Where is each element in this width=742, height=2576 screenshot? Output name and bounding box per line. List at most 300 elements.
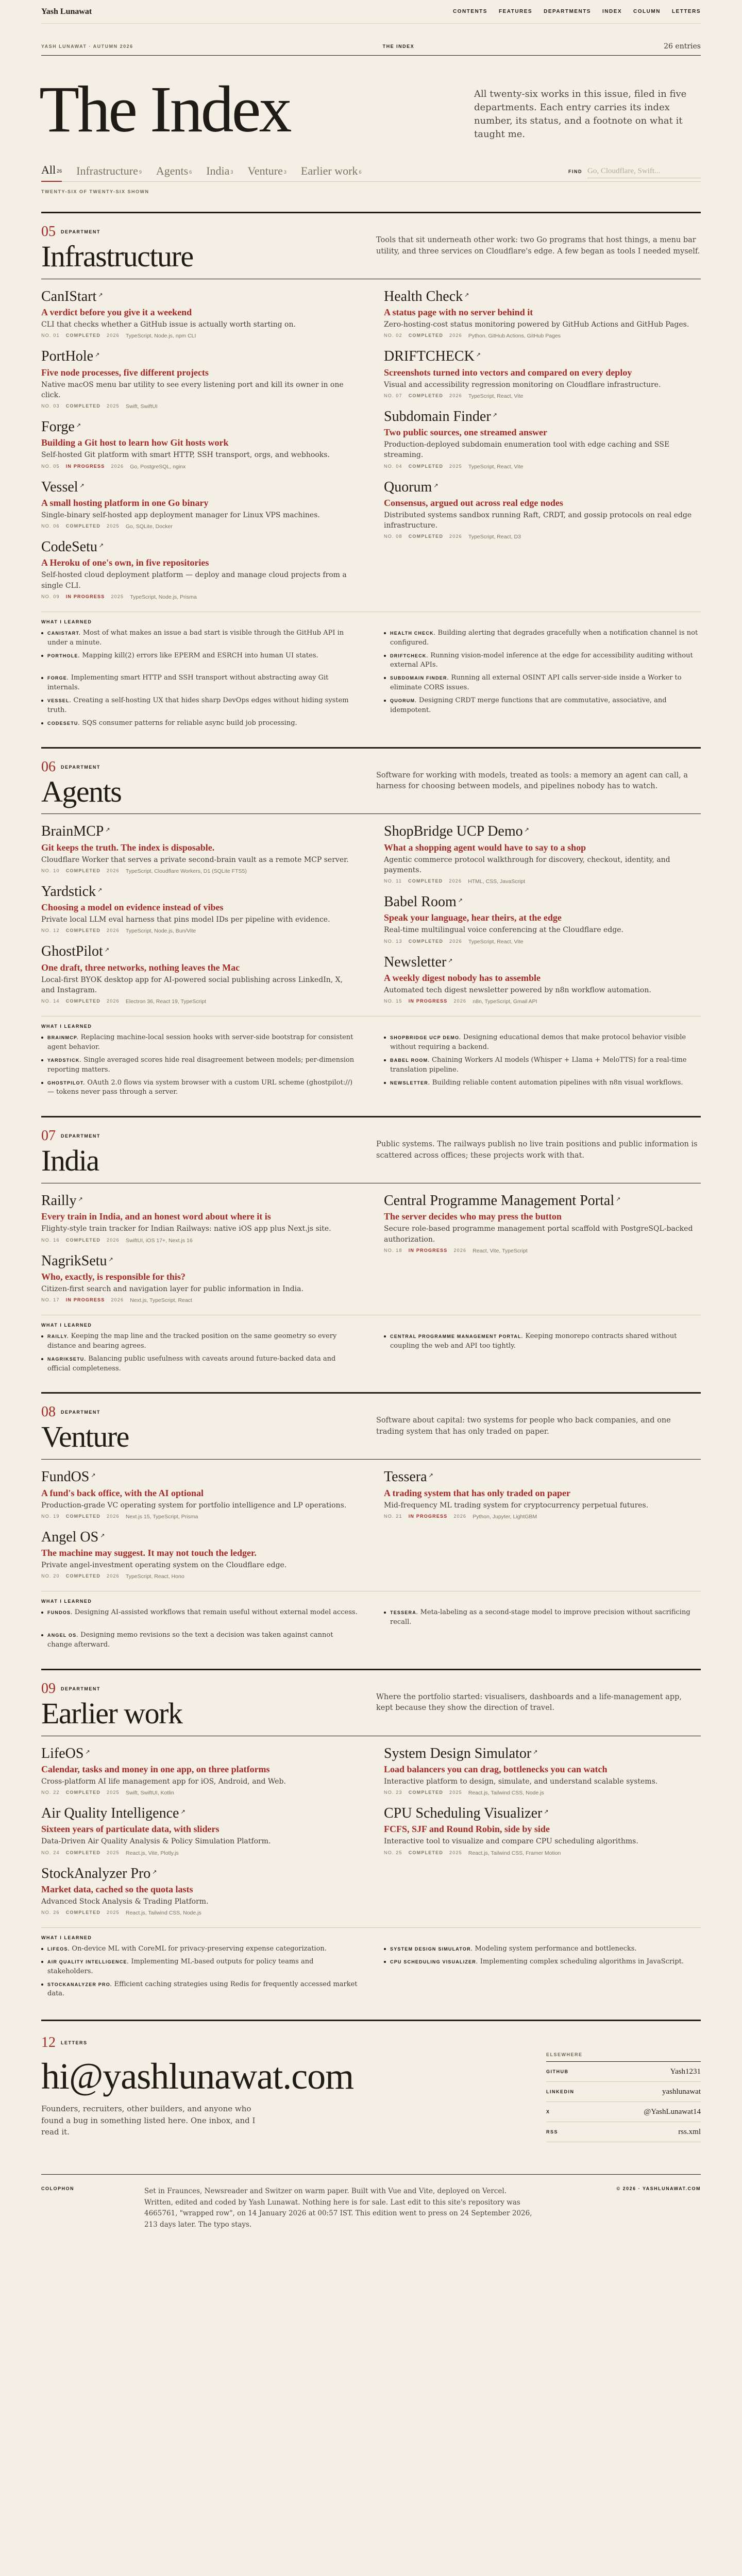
entry-number: NO. 09: [41, 594, 60, 599]
entry-tagline: FCFS, SJF and Round Robin, side by side: [384, 1824, 550, 1835]
entry-card: [41, 419, 358, 479]
entry-title[interactable]: FundOS: [41, 1469, 90, 1485]
learned-text: Efficient caching strategies using Redis for frequently accessed market data.: [47, 1980, 358, 1998]
bullet-icon: [41, 655, 43, 657]
entry-number: NO. 17: [41, 1297, 60, 1303]
arrow-up-right-icon: ↗: [433, 482, 439, 489]
entry-column-left: [41, 289, 358, 609]
entry-stack: Python, Jupyter, LightGBM: [473, 1513, 537, 1520]
bullet-icon: [41, 1037, 43, 1039]
top-nav: [453, 9, 701, 14]
learned-text-wrap: [390, 1944, 637, 1954]
entry-title-row[interactable]: [41, 1805, 358, 1822]
tab-all[interactable]: [41, 163, 62, 182]
learned-item: [384, 1944, 701, 1954]
tab-venture[interactable]: [247, 164, 286, 182]
entry-title-row[interactable]: [384, 823, 701, 840]
entry-title[interactable]: Quorum: [384, 479, 432, 495]
entry-year: 2026: [449, 333, 462, 338]
bullet-icon: [384, 677, 386, 679]
bullet-icon: [41, 1082, 43, 1084]
learned-text-wrap: [390, 629, 701, 648]
tab-infrastructure[interactable]: [76, 164, 142, 182]
entry-tagline: A small hosting platform in one Go binary: [41, 497, 209, 508]
bullet-icon: [41, 722, 43, 724]
status-badge: COMPLETED: [408, 1790, 444, 1795]
department-section: [41, 1669, 701, 2003]
entry-stack: TypeScript, Node.js, npm CLI: [125, 333, 196, 340]
entry-tagline: Market data, cached so the quota lasts: [41, 1884, 193, 1894]
find-box: [568, 165, 701, 178]
entry-stack: TypeScript, Node.js, Bun/Vite: [125, 928, 196, 935]
entry-description: Native macOS menu bar utility to see every listening port and kill its owner in one click.: [41, 380, 344, 399]
entry-title-row[interactable]: [41, 1745, 358, 1762]
status-badge: COMPLETED: [65, 1513, 101, 1519]
entry-meta: [384, 939, 701, 945]
arrow-up-right-icon: ↗: [98, 543, 104, 549]
entry-card: [384, 1745, 701, 1805]
entry-card: [384, 289, 701, 348]
entry-year: 2026: [453, 1247, 467, 1253]
entry-meta: [384, 534, 701, 540]
entry-card: [41, 943, 358, 1014]
entry-title-row[interactable]: [384, 894, 701, 910]
arrow-up-right-icon: ↗: [104, 947, 110, 954]
link-value[interactable]: @YashLunawat14: [644, 2107, 701, 2116]
entry-meta: [384, 393, 701, 399]
section-index: 05: [41, 224, 56, 240]
entry-stack: Electron 36, React 19, TypeScript: [125, 998, 207, 1005]
footer: [41, 2174, 701, 2236]
link-rss[interactable]: [546, 2122, 701, 2142]
entry-title-row[interactable]: [384, 409, 701, 425]
entry-title-row[interactable]: [41, 348, 358, 365]
entry-year: 2026: [111, 1297, 124, 1303]
learned-text: Modeling system performance and bottlenecks.: [475, 1945, 637, 1953]
learned-text-wrap: [390, 696, 701, 716]
arrow-up-right-icon: ↗: [100, 1532, 105, 1539]
nav-link-contents[interactable]: CONTENTS: [452, 9, 487, 14]
entry-title[interactable]: Central Programme Management Portal: [384, 1193, 615, 1209]
section-description: Where the portfolio started: visualisers, dashboards and a life-management app, kept because they show the direction of travel.: [376, 1692, 682, 1713]
link-linkedin[interactable]: [546, 2082, 701, 2102]
entry-meta: [384, 1248, 701, 1254]
entry-description: Private angel-investment operating system on the Cloudflare edge.: [41, 1561, 287, 1569]
entry-number: NO. 20: [41, 1573, 60, 1579]
learned-text: Implementing ML-based outputs for policy teams and stakeholders.: [47, 1957, 314, 1975]
entry-year: 2026: [107, 1237, 120, 1243]
arrow-up-right-icon: ↗: [85, 1749, 90, 1755]
link-value[interactable]: rss.xml: [678, 2127, 701, 2136]
learned-text-wrap: [47, 1056, 358, 1075]
bullet-icon: [41, 632, 43, 634]
entry-title-row[interactable]: [384, 479, 701, 496]
arrow-up-right-icon: ↗: [458, 897, 463, 904]
entry-description: Production-deployed subdomain enumeration tool with edge caching and SSE streaming.: [384, 440, 670, 460]
elsewhere-heading: ELSEWHERE: [546, 2052, 701, 2062]
learned-item: [384, 1056, 701, 1075]
tab-count: 6: [189, 169, 192, 175]
learned-text-wrap: [47, 1033, 358, 1053]
nav-link-column[interactable]: COLUMN: [633, 9, 661, 14]
entry-title-row[interactable]: [41, 943, 358, 960]
entry-year: 2025: [107, 403, 120, 409]
entry-title-row[interactable]: [41, 479, 358, 496]
entry-card: [41, 823, 358, 883]
learned-text: Single averaged scores hide real disagreement between models; per-dimension reporting matters.: [47, 1056, 355, 1074]
nav-link-letters[interactable]: LETTERS: [671, 9, 701, 14]
entry-meta: [384, 1850, 701, 1856]
section-rule: [41, 1459, 701, 1460]
learned-item: [41, 1957, 358, 1977]
entry-title[interactable]: Forge: [41, 419, 75, 435]
entry-grid: [41, 823, 701, 1014]
entry-title-row[interactable]: [41, 884, 358, 900]
entry-stack: React, Vite, TypeScript: [473, 1247, 528, 1254]
tab-count: 26: [57, 168, 62, 174]
entry-title[interactable]: Babel Room: [384, 894, 457, 910]
entry-column-right: [384, 1469, 701, 1589]
learned-project: SHOPBRIDGE UCP DEMO.: [390, 1035, 461, 1041]
bullet-icon: [384, 700, 386, 702]
tab-label: Earlier work: [300, 164, 358, 177]
entry-number: NO. 22: [41, 1790, 60, 1795]
learned-project: TESSERA.: [390, 1610, 418, 1616]
arrow-up-right-icon: ↗: [544, 1809, 549, 1816]
bullet-icon: [384, 1948, 386, 1950]
entry-title[interactable]: Subdomain Finder: [384, 408, 491, 425]
entry-card: [41, 1193, 358, 1252]
entry-title[interactable]: NagrikSetu: [41, 1252, 107, 1269]
entry-year: 2026: [107, 333, 120, 338]
link-value[interactable]: Yash1231: [670, 2067, 701, 2076]
entry-number: NO. 23: [384, 1790, 402, 1795]
learned-text: Designing AI-assisted workflows that remain useful without external model access.: [74, 1608, 358, 1617]
entry-description: Interactive tool to visualize and compare CPU scheduling algorithms.: [384, 1837, 638, 1846]
copyright: © 2026 · YASHLUNAWAT.COM: [616, 2186, 701, 2192]
entry-description: Mid-frequency ML trading system for cryptocurrency perpetual futures.: [384, 1501, 649, 1510]
nav-link-index[interactable]: INDEX: [602, 9, 622, 14]
contact-note: Founders, recruiters, other builders, and anyone who found a bug in something listed here. One inbox, and I read it.: [41, 2104, 256, 2137]
entry-description: Self-hosted Git platform with smart HTTP, SSH transport, orgs, and webhooks.: [41, 451, 330, 460]
entry-stack: React.js, Tailwind CSS, Node.js: [468, 1790, 544, 1797]
entry-year: 2025: [449, 1850, 462, 1855]
entry-number: NO. 13: [384, 938, 402, 944]
learned-text-wrap: [47, 1078, 358, 1098]
entry-year: 2026: [449, 393, 462, 398]
entry-grid: [41, 1469, 701, 1589]
section-description: Tools that sit underneath other work: two Go programs that host things, a menu bar utility, and three services on Cloudflare's edge. A few began as tools I needed myself.: [376, 236, 700, 256]
entry-card: [384, 479, 701, 550]
entry-year: 2026: [107, 998, 120, 1004]
entry-title[interactable]: BrainMCP: [41, 823, 104, 840]
entry-title-row[interactable]: [41, 823, 358, 840]
link-github[interactable]: [546, 2062, 701, 2082]
tab-label: India: [206, 164, 230, 177]
entry-tagline: Five node processes, five different projects: [41, 367, 209, 378]
tab-label: Agents: [156, 164, 189, 177]
entry-title-row[interactable]: [384, 1805, 701, 1822]
entry-title-row[interactable]: [41, 539, 358, 555]
department-label: DEPARTMENT: [61, 229, 100, 234]
entry-description: Automated tech digest newsletter powered by n8n workflow automation.: [384, 986, 651, 994]
entry-stack: TypeScript, Cloudflare Workers, D1 (SQLite FTS5): [125, 868, 247, 874]
learned-project: FUNDOS.: [47, 1610, 73, 1616]
entry-title[interactable]: Angel OS: [41, 1529, 99, 1545]
entry-tagline: Building a Git host to learn how Git hosts work: [41, 437, 229, 448]
bullet-icon: [384, 655, 386, 657]
entry-title[interactable]: StockAnalyzer Pro: [41, 1865, 151, 1882]
nav-link-departments[interactable]: DEPARTMENTS: [544, 9, 591, 14]
entry-title[interactable]: LifeOS: [41, 1745, 84, 1761]
entry-number: NO. 07: [384, 393, 402, 398]
learned-item: [41, 1980, 358, 1999]
entry-stack: TypeScript, React, Vite: [468, 463, 524, 470]
arrow-up-right-icon: ↗: [95, 352, 100, 359]
entry-number: NO. 10: [41, 868, 60, 873]
bullet-icon: [41, 677, 43, 679]
entry-title[interactable]: System Design Simulator: [384, 1745, 532, 1761]
entry-number: NO. 21: [384, 1513, 402, 1519]
section-heading: [41, 1404, 129, 1453]
department-label: DEPARTMENT: [61, 1133, 100, 1139]
learned-project: HEALTH CHECK.: [390, 630, 436, 636]
entry-description: Distributed systems sandbox running Raft, CRDT, and gossip protocols on real edge infrastructure.: [384, 511, 692, 530]
learned-text-wrap: [47, 1980, 358, 1999]
entry-card: [41, 348, 358, 419]
section-heading: [41, 224, 193, 273]
learned-project: GHOSTPILOT.: [47, 1080, 86, 1086]
learned-item: [384, 673, 701, 693]
entry-number: NO. 26: [41, 1910, 60, 1916]
entry-number: NO. 05: [41, 463, 60, 469]
search-input[interactable]: [587, 165, 701, 178]
entry-tagline: A verdict before you give it a weekend: [41, 307, 192, 318]
nav-link-features[interactable]: FEATURES: [498, 9, 533, 14]
entry-title-row[interactable]: [384, 348, 701, 365]
entry-description: Private local LLM eval harness that pins model IDs per pipeline with evidence.: [41, 916, 330, 924]
entry-title-row[interactable]: [41, 1529, 358, 1546]
entry-title[interactable]: DRIFTCHECK: [384, 348, 475, 365]
status-badge: COMPLETED: [65, 333, 101, 338]
learned-item: [384, 651, 701, 671]
colophon-label: COLOPHON: [41, 2186, 75, 2192]
entry-stack: SwiftUI, iOS 17+, Next.js 16: [125, 1237, 193, 1244]
entry-title-row[interactable]: [41, 1253, 358, 1269]
learned-item: [41, 1354, 358, 1374]
entry-meta: [41, 523, 358, 530]
tab-agents[interactable]: [156, 164, 192, 182]
link-value[interactable]: yashlunawat: [662, 2087, 701, 2096]
entry-card: [384, 409, 701, 479]
entry-number: NO. 25: [384, 1850, 402, 1855]
bullet-icon: [41, 1059, 43, 1061]
bullet-icon: [41, 1984, 43, 1986]
link-x[interactable]: [546, 2102, 701, 2122]
entry-number: NO. 04: [384, 463, 402, 469]
learned-project: VESSEL.: [47, 698, 72, 703]
entry-meta: [384, 998, 701, 1005]
department-section: [41, 1116, 701, 1377]
entry-title-row[interactable]: [384, 954, 701, 971]
entry-title[interactable]: Newsletter: [384, 954, 447, 970]
learned-item: [41, 651, 358, 671]
entry-title[interactable]: GhostPilot: [41, 943, 103, 960]
entry-year: 2026: [107, 928, 120, 934]
entry-meta: [41, 998, 358, 1005]
entry-title[interactable]: Health Check: [384, 288, 463, 304]
bullet-icon: [41, 1612, 43, 1614]
learned-text: Designing educational demos that make protocol behavior visible without requiring a backend.: [390, 1033, 686, 1051]
brand-name[interactable]: Yash Lunawat: [41, 7, 92, 16]
email-link[interactable]: hi@yashlunawat.com: [41, 2056, 354, 2097]
entry-number: NO. 11: [384, 878, 402, 884]
department-label: DEPARTMENT: [61, 1410, 100, 1415]
status-badge: IN PROGRESS: [65, 463, 105, 469]
learned-text: Most of what makes an issue a bad start is visible through the GitHub API in under a minute.: [47, 629, 344, 647]
section-title: Agents: [41, 774, 122, 808]
entry-title-row[interactable]: [384, 1745, 701, 1762]
learned-item: [41, 1944, 358, 1954]
status-badge: COMPLETED: [408, 878, 443, 884]
link-label: X: [546, 2109, 550, 2115]
arrow-up-right-icon: ↗: [152, 1869, 157, 1875]
arrow-up-right-icon: ↗: [79, 482, 85, 489]
learned-text-wrap: [47, 719, 297, 728]
entry-number: NO. 14: [41, 998, 60, 1004]
entry-card: [384, 1469, 701, 1529]
section-number: [41, 1404, 129, 1420]
entry-stack: TypeScript, React, D3: [468, 534, 521, 540]
entry-title[interactable]: PortHole: [41, 348, 94, 365]
tab-earlier-work[interactable]: [301, 164, 362, 182]
entry-title[interactable]: CodeSetu: [41, 539, 97, 555]
entry-description: Single-binary self-hosted app deployment manager for Linux VPS machines.: [41, 511, 320, 519]
entry-title[interactable]: Tessera: [384, 1469, 427, 1485]
entry-column-right: [384, 289, 701, 609]
entry-title-row[interactable]: [384, 1193, 701, 1209]
learned-text: SQS consumer patterns for reliable async build job processing.: [82, 719, 297, 727]
entry-tagline: Screenshots turned into vectors and compared on every deploy: [384, 367, 632, 378]
learned-heading: WHAT I LEARNED: [41, 619, 92, 624]
department-label: DEPARTMENT: [61, 764, 100, 770]
entry-card: [41, 1529, 358, 1589]
entry-card: [384, 348, 701, 408]
colophon-text: Set in Fraunces, Newsreader and Switzer on warm paper. Built with Vue and Vite, deployed on Vercel. Written, edited and coded by Yash Lunawat. Nothing here is for sale. Last edit to this site's repository was 4665761, "wrapped row", on 14 January 2026 at 00:57 IST. This edition went to press on 24 September 2026, 213 days later. The typo stays.: [144, 2187, 532, 2229]
learned-project: LIFEOS.: [47, 1946, 70, 1952]
what-i-learned: [41, 1016, 701, 1100]
bullet-icon: [41, 700, 43, 702]
learned-item: [384, 1608, 701, 1628]
find-label: FIND: [568, 168, 582, 174]
entry-description: Flighty-style train tracker for Indian Railways: native iOS app plus Next.js site.: [41, 1225, 331, 1233]
status-badge: IN PROGRESS: [408, 1513, 448, 1519]
learned-text-wrap: [390, 1056, 701, 1075]
entry-title[interactable]: ShopBridge UCP Demo: [384, 823, 523, 840]
entry-title-row[interactable]: [41, 1866, 358, 1882]
entry-title-row[interactable]: [384, 1469, 701, 1485]
entry-tagline: What a shopping agent would have to say to a shop: [384, 842, 586, 853]
contact-section: [41, 2020, 701, 2174]
learned-project: FORGE.: [47, 675, 69, 681]
entry-tagline: Choosing a model on evidence instead of vibes: [41, 902, 224, 913]
entry-title[interactable]: Air Quality Intelligence: [41, 1805, 179, 1822]
entry-title[interactable]: Yardstick: [41, 883, 96, 900]
status-badge: IN PROGRESS: [65, 594, 105, 599]
entry-meta: [41, 1297, 358, 1303]
entry-card: [41, 1745, 358, 1805]
tab-india[interactable]: [206, 164, 233, 182]
entry-title[interactable]: Railly: [41, 1193, 77, 1209]
arrow-up-right-icon: ↗: [492, 412, 497, 418]
bullet-icon: [41, 1948, 43, 1950]
entry-title-row[interactable]: [41, 1469, 358, 1485]
entry-meta: [41, 1850, 358, 1856]
entry-card: [384, 1805, 701, 1865]
section-title: Venture: [41, 1420, 129, 1454]
entry-tagline: A Heroku of one's own, in five repositories: [41, 557, 209, 568]
entry-tagline: One draft, three networks, nothing leaves the Mac: [41, 962, 240, 973]
entry-title[interactable]: Vessel: [41, 479, 78, 495]
entry-tagline: A status page with no server behind it: [384, 307, 533, 318]
entry-stack: TypeScript, React, Vite: [468, 938, 524, 945]
status-badge: COMPLETED: [408, 1850, 444, 1855]
learned-list: [41, 1332, 701, 1374]
learned-project: BRAINMCP.: [47, 1035, 79, 1041]
learned-project: NEWSLETTER.: [390, 1080, 430, 1086]
learned-item: [41, 673, 358, 693]
learned-text-wrap: [47, 696, 358, 716]
section-title: Infrastructure: [41, 240, 193, 273]
entry-card: [41, 884, 358, 943]
learned-heading: WHAT I LEARNED: [41, 1024, 92, 1029]
status-badge: COMPLETED: [408, 938, 444, 944]
bullet-icon: [384, 1082, 386, 1084]
section-header: [41, 1404, 701, 1453]
status-badge: IN PROGRESS: [408, 1247, 448, 1253]
entry-stack: TypeScript, React, Hono: [125, 1573, 184, 1580]
entry-tagline: Every train in India, and an honest word about where it is: [41, 1211, 271, 1222]
entry-title-row[interactable]: [41, 1193, 358, 1209]
entry-year: 2026: [449, 534, 462, 539]
entry-title[interactable]: CPU Scheduling Visualizer: [384, 1805, 543, 1822]
entry-title[interactable]: CanIStart: [41, 288, 97, 304]
entry-meta: [41, 1514, 358, 1520]
status-badge: COMPLETED: [408, 333, 444, 338]
entry-title-row[interactable]: [384, 289, 701, 305]
bullet-icon: [384, 1612, 386, 1614]
tab-count: 6: [359, 169, 362, 175]
entry-description: Cloudflare Worker that serves a private second-brain vault as a remote MCP server.: [41, 855, 349, 864]
entry-card: [384, 823, 701, 894]
status-badge: COMPLETED: [408, 463, 444, 469]
department-tabs: [41, 161, 361, 182]
section-number: [41, 1681, 182, 1697]
entry-title-row[interactable]: [41, 289, 358, 305]
link-label: LINKEDIN: [546, 2089, 575, 2095]
learned-project: ANGEL OS.: [47, 1632, 79, 1638]
entry-title-row[interactable]: [41, 419, 358, 435]
entry-number: NO. 24: [41, 1850, 60, 1855]
entry-description: Self-hosted cloud deployment platform — deploy and manage cloud projects from a single CLI.: [41, 571, 347, 590]
entry-tagline: Who, exactly, is responsible for this?: [41, 1271, 185, 1282]
entry-year: 2026: [107, 1573, 120, 1579]
entry-description: Data-Driven Air Quality Analysis & Policy Simulation Platform.: [41, 1837, 271, 1846]
entry-meta: [41, 928, 358, 934]
what-i-learned: [41, 1315, 701, 1377]
entry-stack: TypeScript, React, Vite: [468, 393, 524, 399]
learned-heading: WHAT I LEARNED: [41, 1599, 92, 1604]
